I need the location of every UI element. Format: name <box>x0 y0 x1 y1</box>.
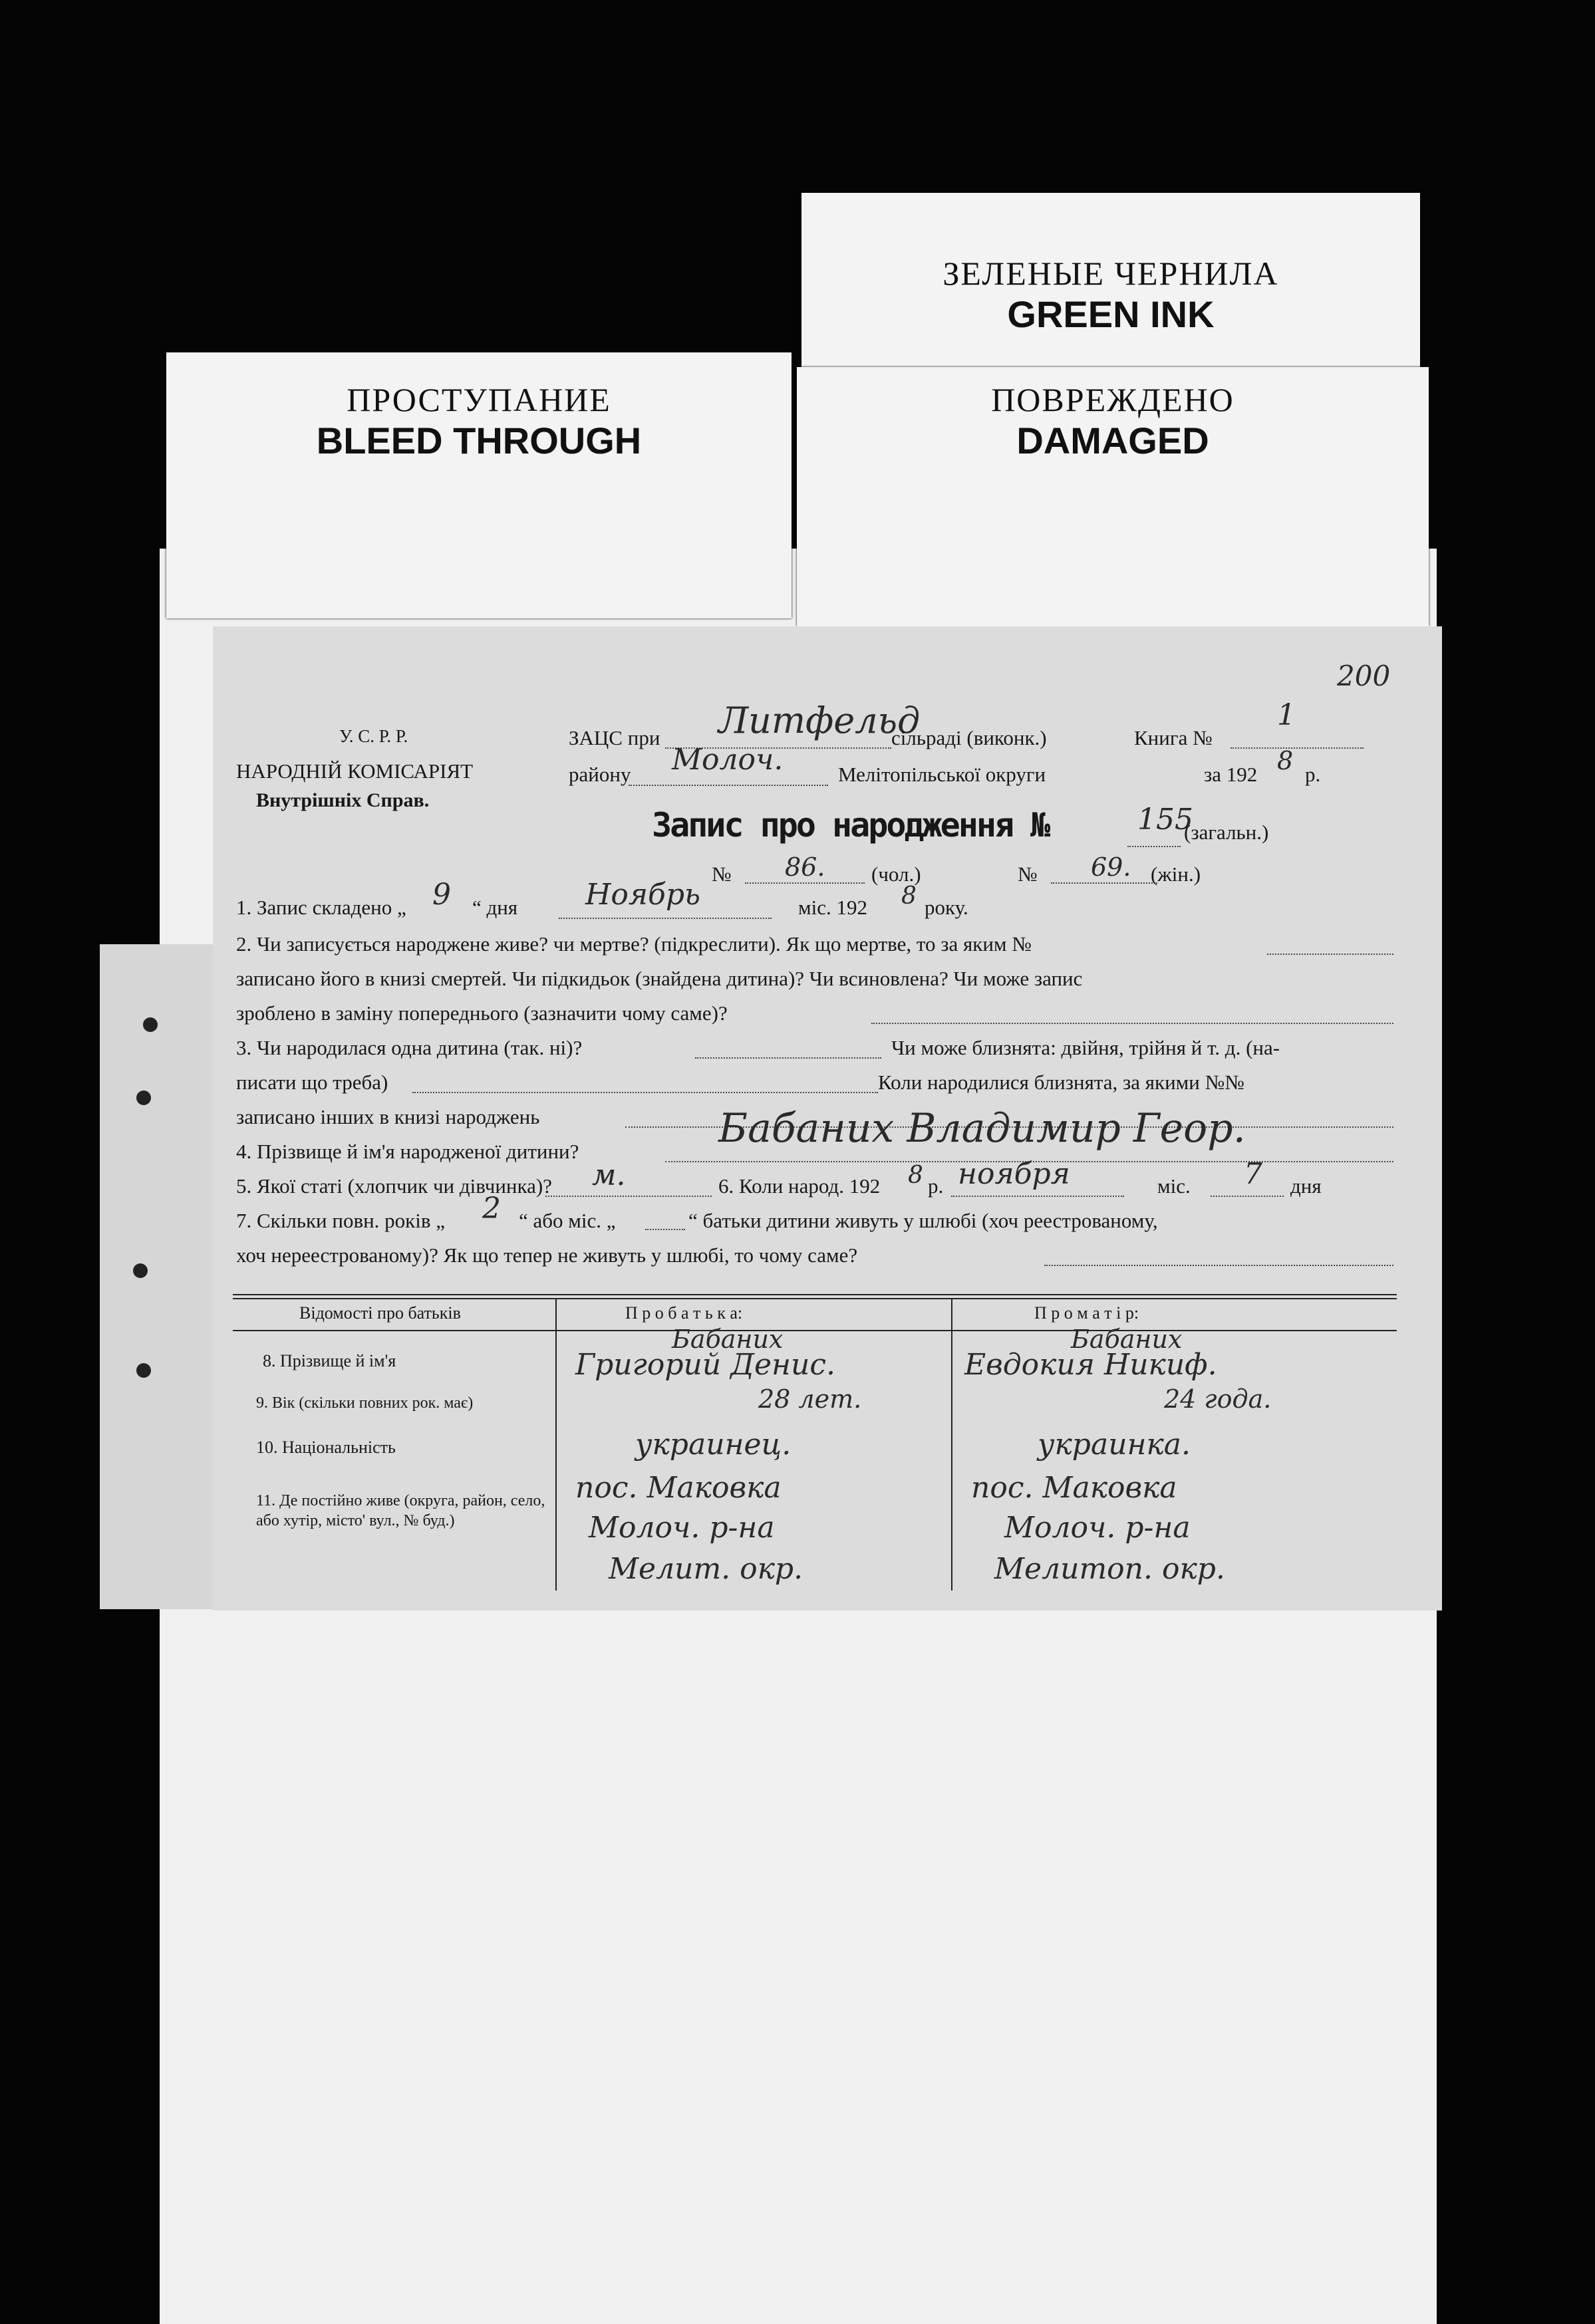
table-col-info: Відомості про батьків <box>299 1303 461 1323</box>
binding-hole <box>133 1263 148 1278</box>
binding-hole <box>143 1017 158 1032</box>
marriage-years: 2 <box>482 1192 501 1226</box>
binding-hole <box>136 1091 151 1105</box>
q7-label-d: хоч нереестрованому)? Як що тепер не живуть у шлюбі, то чому саме? <box>236 1243 858 1267</box>
table-col-father: П р о б а т ь к а: <box>625 1303 743 1323</box>
q3-line-a: 3. Чи народилася одна дитина (так. ні)? <box>236 1036 583 1059</box>
usrr-header: У. С. Р. Р. <box>339 726 408 746</box>
damaged-ru: ПОВРЕЖДЕНО <box>991 381 1234 418</box>
zags-label: ЗАЦС при <box>569 726 660 749</box>
q7-label-a: 7. Скільки повн. років „ <box>236 1209 445 1232</box>
q1-label-a: 1. Запис складено „ <box>236 896 406 919</box>
father-address-1: пос. Маковка <box>575 1471 782 1505</box>
q4-label: 4. Прізвище й ім'я народженої дитини? <box>236 1140 579 1163</box>
q5-label: 5. Якої статі (хлопчик чи дівчинка)? <box>236 1174 552 1198</box>
silradi-label: сільраді (виконк.) <box>891 726 1047 749</box>
mother-name: Евдокия Никиф. <box>964 1348 1217 1382</box>
internal-affairs-header: Внутрішніх Справ. <box>256 789 430 811</box>
bleed-through-en: BLEED THROUGH <box>316 420 642 461</box>
rayon-value: Молоч. <box>672 743 784 777</box>
okrugy-label: Мелітопільської округи <box>838 763 1046 786</box>
q6-year: 8 <box>908 1162 923 1189</box>
rayon-label: району <box>569 763 631 786</box>
q6-label-d: дня <box>1290 1174 1322 1198</box>
father-age: 28 лет. <box>758 1384 862 1414</box>
row10-label: 10. Національність <box>256 1438 396 1457</box>
q1-label-b: “ дня <box>472 896 518 919</box>
q7-label-c: “ батьки дитини живуть у шлюбі (хоч реестрованому, <box>688 1209 1158 1232</box>
binding-hole <box>136 1363 151 1378</box>
q3-line-e: записано інших в книзі народжень <box>236 1105 540 1128</box>
father-surname: Бабаних <box>672 1325 784 1354</box>
mother-address-2: Молоч. р-на <box>1004 1511 1191 1545</box>
commissariat-header: НАРОДНІЙ КОМІСАРІЯТ <box>236 759 474 783</box>
q2-line-b: записано його в книзі смертей. Чи підкидьок (знайдена дитина)? Чи всиновлена? Чи може запис <box>236 967 1083 990</box>
za-year-label: за 192 <box>1204 763 1258 786</box>
q3-line-d: Коли народилися близнята, за якими №№ <box>878 1071 1244 1094</box>
q1-year: 8 <box>901 882 917 910</box>
row8-label: 8. Прізвище й ім'я <box>263 1351 396 1370</box>
q6-label-c: міс. <box>1157 1174 1191 1198</box>
child-name: Бабаних Владимир Геор. <box>718 1105 1246 1152</box>
kniga-label: Книга № <box>1134 726 1213 749</box>
record-title: Запис про народження № <box>652 806 1049 844</box>
male-no-sign: № <box>712 862 732 886</box>
male-no-value: 86. <box>785 852 825 882</box>
bleed-through-ru: ПРОСТУПАНИЕ <box>347 381 611 418</box>
q1-label-c: міс. 192 <box>798 896 867 919</box>
father-address-3: Мелит. окр. <box>609 1552 803 1586</box>
year-value: 8 <box>1277 746 1294 775</box>
mother-address-3: Мелитоп. окр. <box>994 1552 1225 1586</box>
damaged-label-card <box>797 367 1429 626</box>
female-no-sign: № <box>1018 862 1038 886</box>
birth-month: ноября <box>958 1157 1070 1191</box>
male-label: (чол.) <box>871 862 921 886</box>
mother-surname: Бабаних <box>1071 1325 1183 1354</box>
bleed-through-label-card <box>166 352 792 618</box>
q2-line-c: зроблено в заміну попереднього (зазначити чому саме)? <box>236 1001 728 1025</box>
village-value: Литфельд <box>718 700 921 741</box>
father-name: Григорий Денис. <box>575 1348 835 1382</box>
year-suffix: р. <box>1305 763 1321 786</box>
kniga-value: 1 <box>1277 698 1296 732</box>
green-ink-en: GREEN INK <box>1007 293 1215 335</box>
table-col-mother: П р о м а т і р: <box>1034 1303 1139 1323</box>
q1-month: Ноябрь <box>585 878 700 912</box>
mother-nationality: украинка. <box>1038 1428 1191 1462</box>
zagaln-label: (загальн.) <box>1184 821 1269 844</box>
mother-address-1: пос. Маковка <box>971 1471 1177 1505</box>
q7-label-b: “ або міс. „ <box>519 1209 616 1232</box>
q3-line-b: Чи може близнята: двійня, трійня й т. д. (на- <box>891 1036 1280 1059</box>
mother-age: 24 года. <box>1164 1384 1272 1414</box>
q2-line-a: 2. Чи записується народжене живе? чи мертве? (підкреслити). Як що мертве, то за яким № <box>236 932 1032 956</box>
q6-label-a: 6. Коли народ. 192 <box>718 1174 881 1198</box>
q6-label-b: р. <box>928 1174 944 1198</box>
female-label: (жін.) <box>1151 862 1201 886</box>
green-ink-label-card <box>801 193 1420 386</box>
birth-day: 7 <box>1244 1157 1262 1191</box>
father-nationality: украинец. <box>635 1428 792 1462</box>
sex-value: м. <box>592 1158 626 1192</box>
birth-record-form <box>213 626 1442 1611</box>
female-no-value: 69. <box>1091 852 1131 882</box>
q1-day: 9 <box>432 878 451 912</box>
damaged-en: DAMAGED <box>1016 420 1209 461</box>
q1-label-d: року. <box>925 896 968 919</box>
page-number: 200 <box>1337 660 1391 692</box>
record-number: 155 <box>1137 803 1193 837</box>
green-ink-ru: ЗЕЛЕНЫЕ ЧЕРНИЛА <box>942 255 1279 292</box>
q3-line-c: писати що треба) <box>236 1071 388 1094</box>
row11-label: 11. Де постійно живе (округа, район, село, або хутір, місто' вул., № буд.) <box>256 1492 545 1529</box>
father-address-2: Молоч. р-на <box>589 1511 775 1545</box>
row9-label: 9. Вік (скільки повних рок. має) <box>256 1394 474 1412</box>
